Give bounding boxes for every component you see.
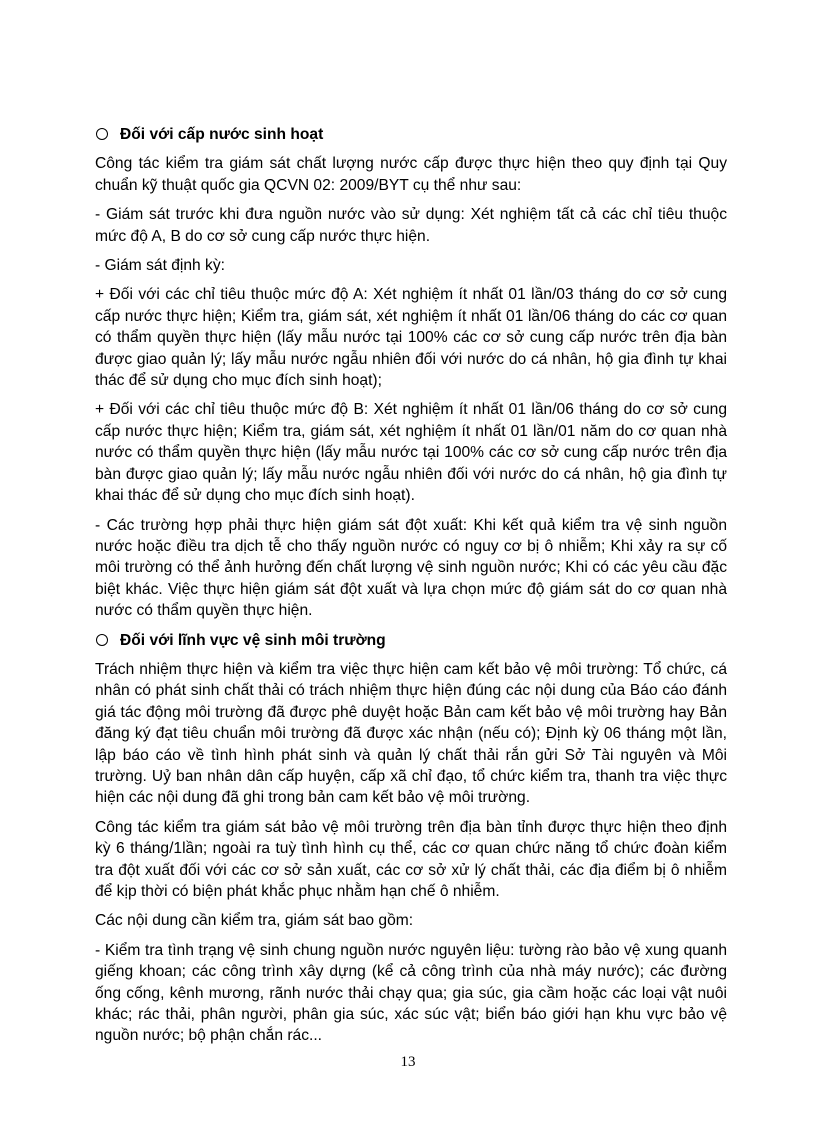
paragraph: - Giám sát trước khi đưa nguồn nước vào sử dụng: Xét nghiệm tất cả các chỉ tiêu thuộc mức độ A, B do cơ sở cung cấp nước thực hiện.: [95, 206, 727, 245]
paragraph: Các nội dung cần kiểm tra, giám sát bao gồm:: [95, 912, 414, 930]
section-heading-text: Đối với lĩnh vực vệ sinh môi trường: [120, 631, 386, 649]
paragraph: Công tác kiểm tra giám sát chất lượng nước cấp được thực hiện theo quy định tại Quy chuẩn kỹ thuật quốc gia QCVN 02: 2009/BYT cụ thể như sau:: [95, 155, 727, 194]
section-heading-water-supply: [95, 124, 727, 145]
section-heading-text: Đối với cấp nước sinh hoạt: [120, 126, 324, 143]
paragraph: - Kiểm tra tình trạng vệ sinh chung nguồn nước nguyên liệu: tường rào bảo vệ xung quanh giếng khoan; các công trình xây dựng (kể cả công trình của nhà máy nước); các đường ống cống, kênh mương, rãnh nước thải chạy qua; gia súc, gia cầm hoặc các loại vật nuôi khác; rác thải, phân người, phân gia súc, xác súc vật; biển báo giới hạn khu vực bảo vệ nguồn nước; bộ phận chắn rác...: [95, 941, 727, 1045]
paragraph: - Giám sát định kỳ:: [95, 257, 225, 275]
paragraph: Công tác kiểm tra giám sát bảo vệ môi trường trên địa bàn tỉnh được thực hiện theo định kỳ 6 tháng/1lần; ngoài ra tuỳ tình hình cụ thể, các cơ quan chức năng tổ chức đoàn kiểm tra đột xuất đối với các cơ sở sản xuất, các cơ sở xử lý chất thải, các địa điểm bị ô nhiễm để kịp thời có biện phát khắc phục nhằm hạn chế ô nhiễm.: [95, 818, 727, 900]
circle-bullet-icon: [96, 128, 108, 140]
circle-bullet-icon: [96, 634, 108, 646]
paragraph: Trách nhiệm thực hiện và kiểm tra việc thực hiện cam kết bảo vệ môi trường: Tổ chức, cá nhân có phát sinh chất thải có trách nhiệm thực hiện đúng các nội dung của Báo cáo đánh giá tác động môi trường đã được phê duyệt hoặc Bản cam kết bảo vệ môi trường hay Bản đăng ký đạt tiêu chuẩn môi trường đã được xác nhận (nếu có); Định kỳ 06 tháng một lần, lập báo cáo về tình hình phát sinh và quản lý chất thải rắn gửi Sở Tài nguyên và Môi trường. Uỷ ban nhân dân cấp huyện, cấp xã chỉ đạo, tổ chức kiểm tra, thanh tra việc thực hiện các nội dung đã ghi trong bản cam kết bảo vệ môi trường.: [95, 660, 727, 807]
paragraph: + Đối với các chỉ tiêu thuộc mức độ A: Xét nghiệm ít nhất 01 lần/03 tháng do cơ sở cung cấp nước thực hiện; Kiểm tra, giám sát, xét nghiệm ít nhất 01 lần/06 tháng do các cơ quan có thẩm quyền thực hiện (lấy mẫu nước tại 100% các cơ sở cung cấp nước trên địa bàn được giao quản lý; lấy mẫu nước ngẫu nhiên đối với nước do cá nhân, hộ gia đình tự khai thác để sử dụng cho mục đích sinh hoạt);: [95, 286, 727, 390]
paragraph: + Đối với các chỉ tiêu thuộc mức độ B: Xét nghiệm ít nhất 01 lần/06 tháng do cơ sở cung cấp nước thực hiện; Kiểm tra, giám sát, xét nghiệm ít nhất 01 lần/01 năm do cơ quan nhà nước có thẩm quyền thực hiện (lấy mẫu nước tại 100% các cơ sở cung cấp nước trên địa bàn được giao quản lý; lấy mẫu nước ngẫu nhiên đối với nước do cá nhân, hộ gia đình tự khai thác để sử dụng cho mục đích sinh hoạt).: [95, 401, 727, 505]
section-heading-environment: [95, 630, 727, 651]
paragraph: - Các trường hợp phải thực hiện giám sát đột xuất: Khi kết quả kiểm tra vệ sinh nguồn nước hoặc điều tra dịch tễ cho thấy nguồn nước có nguy cơ bị ô nhiễm; Khi xảy ra sự cố môi trường có thể ảnh hưởng đến chất lượng vệ sinh nguồn nước; Khi có các yêu cầu đặc biệt khác. Việc thực hiện giám sát đột xuất và lựa chọn mức độ giám sát do cơ quan nhà nước có thẩm quyền thực hiện.: [95, 516, 727, 620]
page-content: [95, 120, 727, 1055]
page-number: 13: [400, 1054, 416, 1070]
